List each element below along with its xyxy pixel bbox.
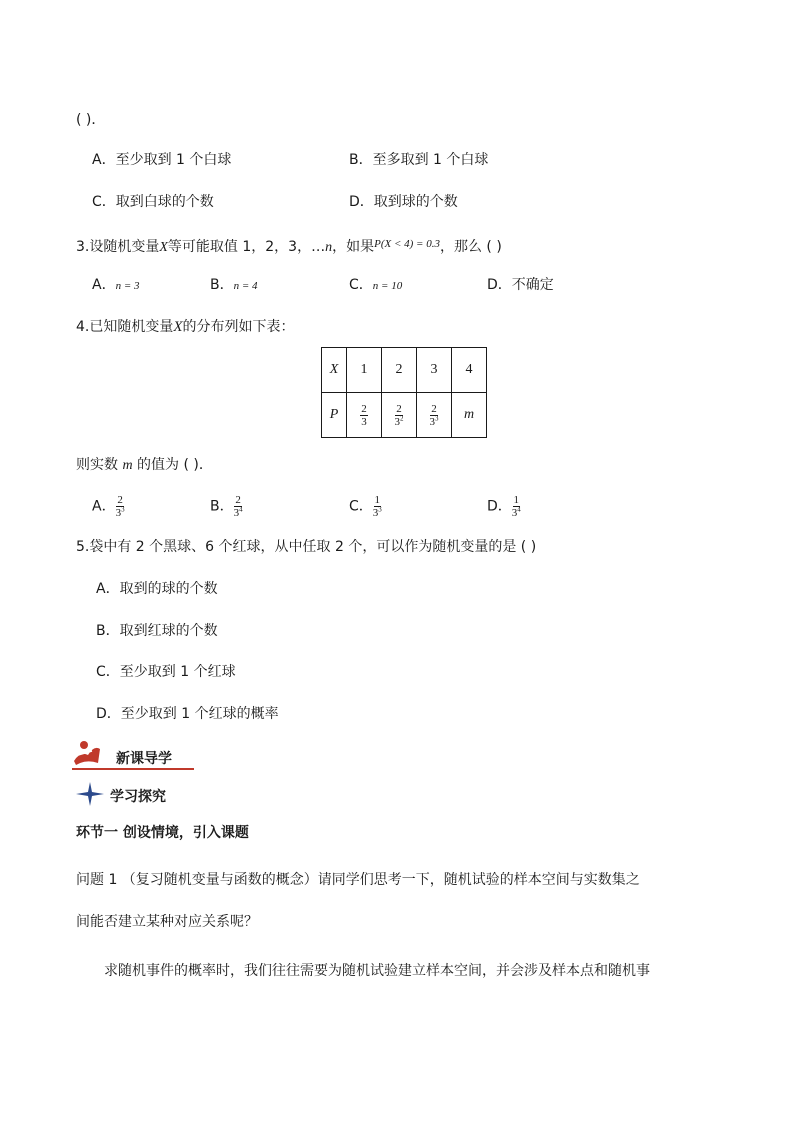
- q3-option-c: C．n = 10: [349, 277, 403, 293]
- q5-option-a: A．取到的球的个数: [96, 581, 218, 597]
- problem-1-line-2: 间能否建立某种对应关系呢？: [76, 914, 258, 930]
- q3-option-b: B．n = 4: [210, 277, 258, 293]
- q3-option-d: D．不确定: [487, 277, 554, 293]
- table-header-p: P: [322, 393, 347, 438]
- subsection-title: 学习探究: [110, 789, 166, 805]
- q4-option-a: A． $\frac{2}{3^3}$: [92, 494, 125, 519]
- table-row: [322, 393, 487, 438]
- table-header-x: X: [322, 348, 347, 393]
- q3-stem: 3.设随机变量X等可能取值 1，2，3，…n，如果$^{P(X < 4) = 0.3}$，那么 ( ): [76, 238, 502, 255]
- table-cell: $\frac{2}{3^3}$: [417, 393, 452, 438]
- banner-logo-icon: [72, 737, 102, 767]
- table-cell: $\frac{2}{3^2}$: [382, 393, 417, 438]
- q4-option-d: D． $\frac{1}{3^4}$: [487, 494, 521, 519]
- table-cell: 2: [382, 348, 417, 393]
- q3-condition: P(X < 4) = 0.3: [374, 238, 440, 250]
- table-cell: $\frac{2}{3}$: [347, 393, 382, 438]
- q3-option-a: A．n = 3: [92, 277, 140, 293]
- table-cell: m: [452, 393, 487, 438]
- problem-1-line-1: 问题 1 （复习随机变量与函数的概念）请同学们思考一下，随机试验的样本空间与实数集之: [76, 872, 640, 888]
- star-icon: [76, 782, 104, 806]
- q2-option-b: B．至多取到 1 个白球: [349, 152, 489, 168]
- q2-option-a: A．至少取到 1 个白球: [92, 152, 232, 168]
- q2-option-d: D．取到球的个数: [349, 194, 458, 210]
- section-banner-title: 新课导学: [116, 751, 172, 767]
- q5-option-b: B．取到红球的个数: [96, 623, 218, 639]
- q5-stem: 5.袋中有 2 个黑球、6 个红球，从中任取 2 个，可以作为随机变量的是 ( ): [76, 539, 537, 555]
- q4-option-c: C． $\frac{1}{3^3}$: [349, 494, 382, 519]
- paragraph: 求随机事件的概率时，我们往往需要为随机试验建立样本空间，并会涉及样本点和随机事: [104, 963, 650, 979]
- distribution-table: [321, 347, 487, 438]
- table-row: [322, 348, 487, 393]
- q4-ask: 则实数 m 的值为 ( )．: [76, 457, 213, 473]
- table-cell: 4: [452, 348, 487, 393]
- table-cell: 1: [347, 348, 382, 393]
- q5-option-c: C．至少取到 1 个红球: [96, 664, 236, 680]
- q4-stem: 4.已知随机变量X的分布列如下表：: [76, 319, 295, 335]
- table-cell: 3: [417, 348, 452, 393]
- q2-blank: ( )．: [76, 112, 106, 128]
- part-heading: 环节一 创设情境，引入课题: [76, 825, 249, 841]
- banner-underline: [72, 768, 194, 770]
- q5-option-d: D．至少取到 1 个红球的概率: [96, 706, 279, 722]
- q4-option-b: B． $\frac{2}{3^4}$: [210, 494, 243, 519]
- q2-option-c: C．取到白球的个数: [92, 194, 214, 210]
